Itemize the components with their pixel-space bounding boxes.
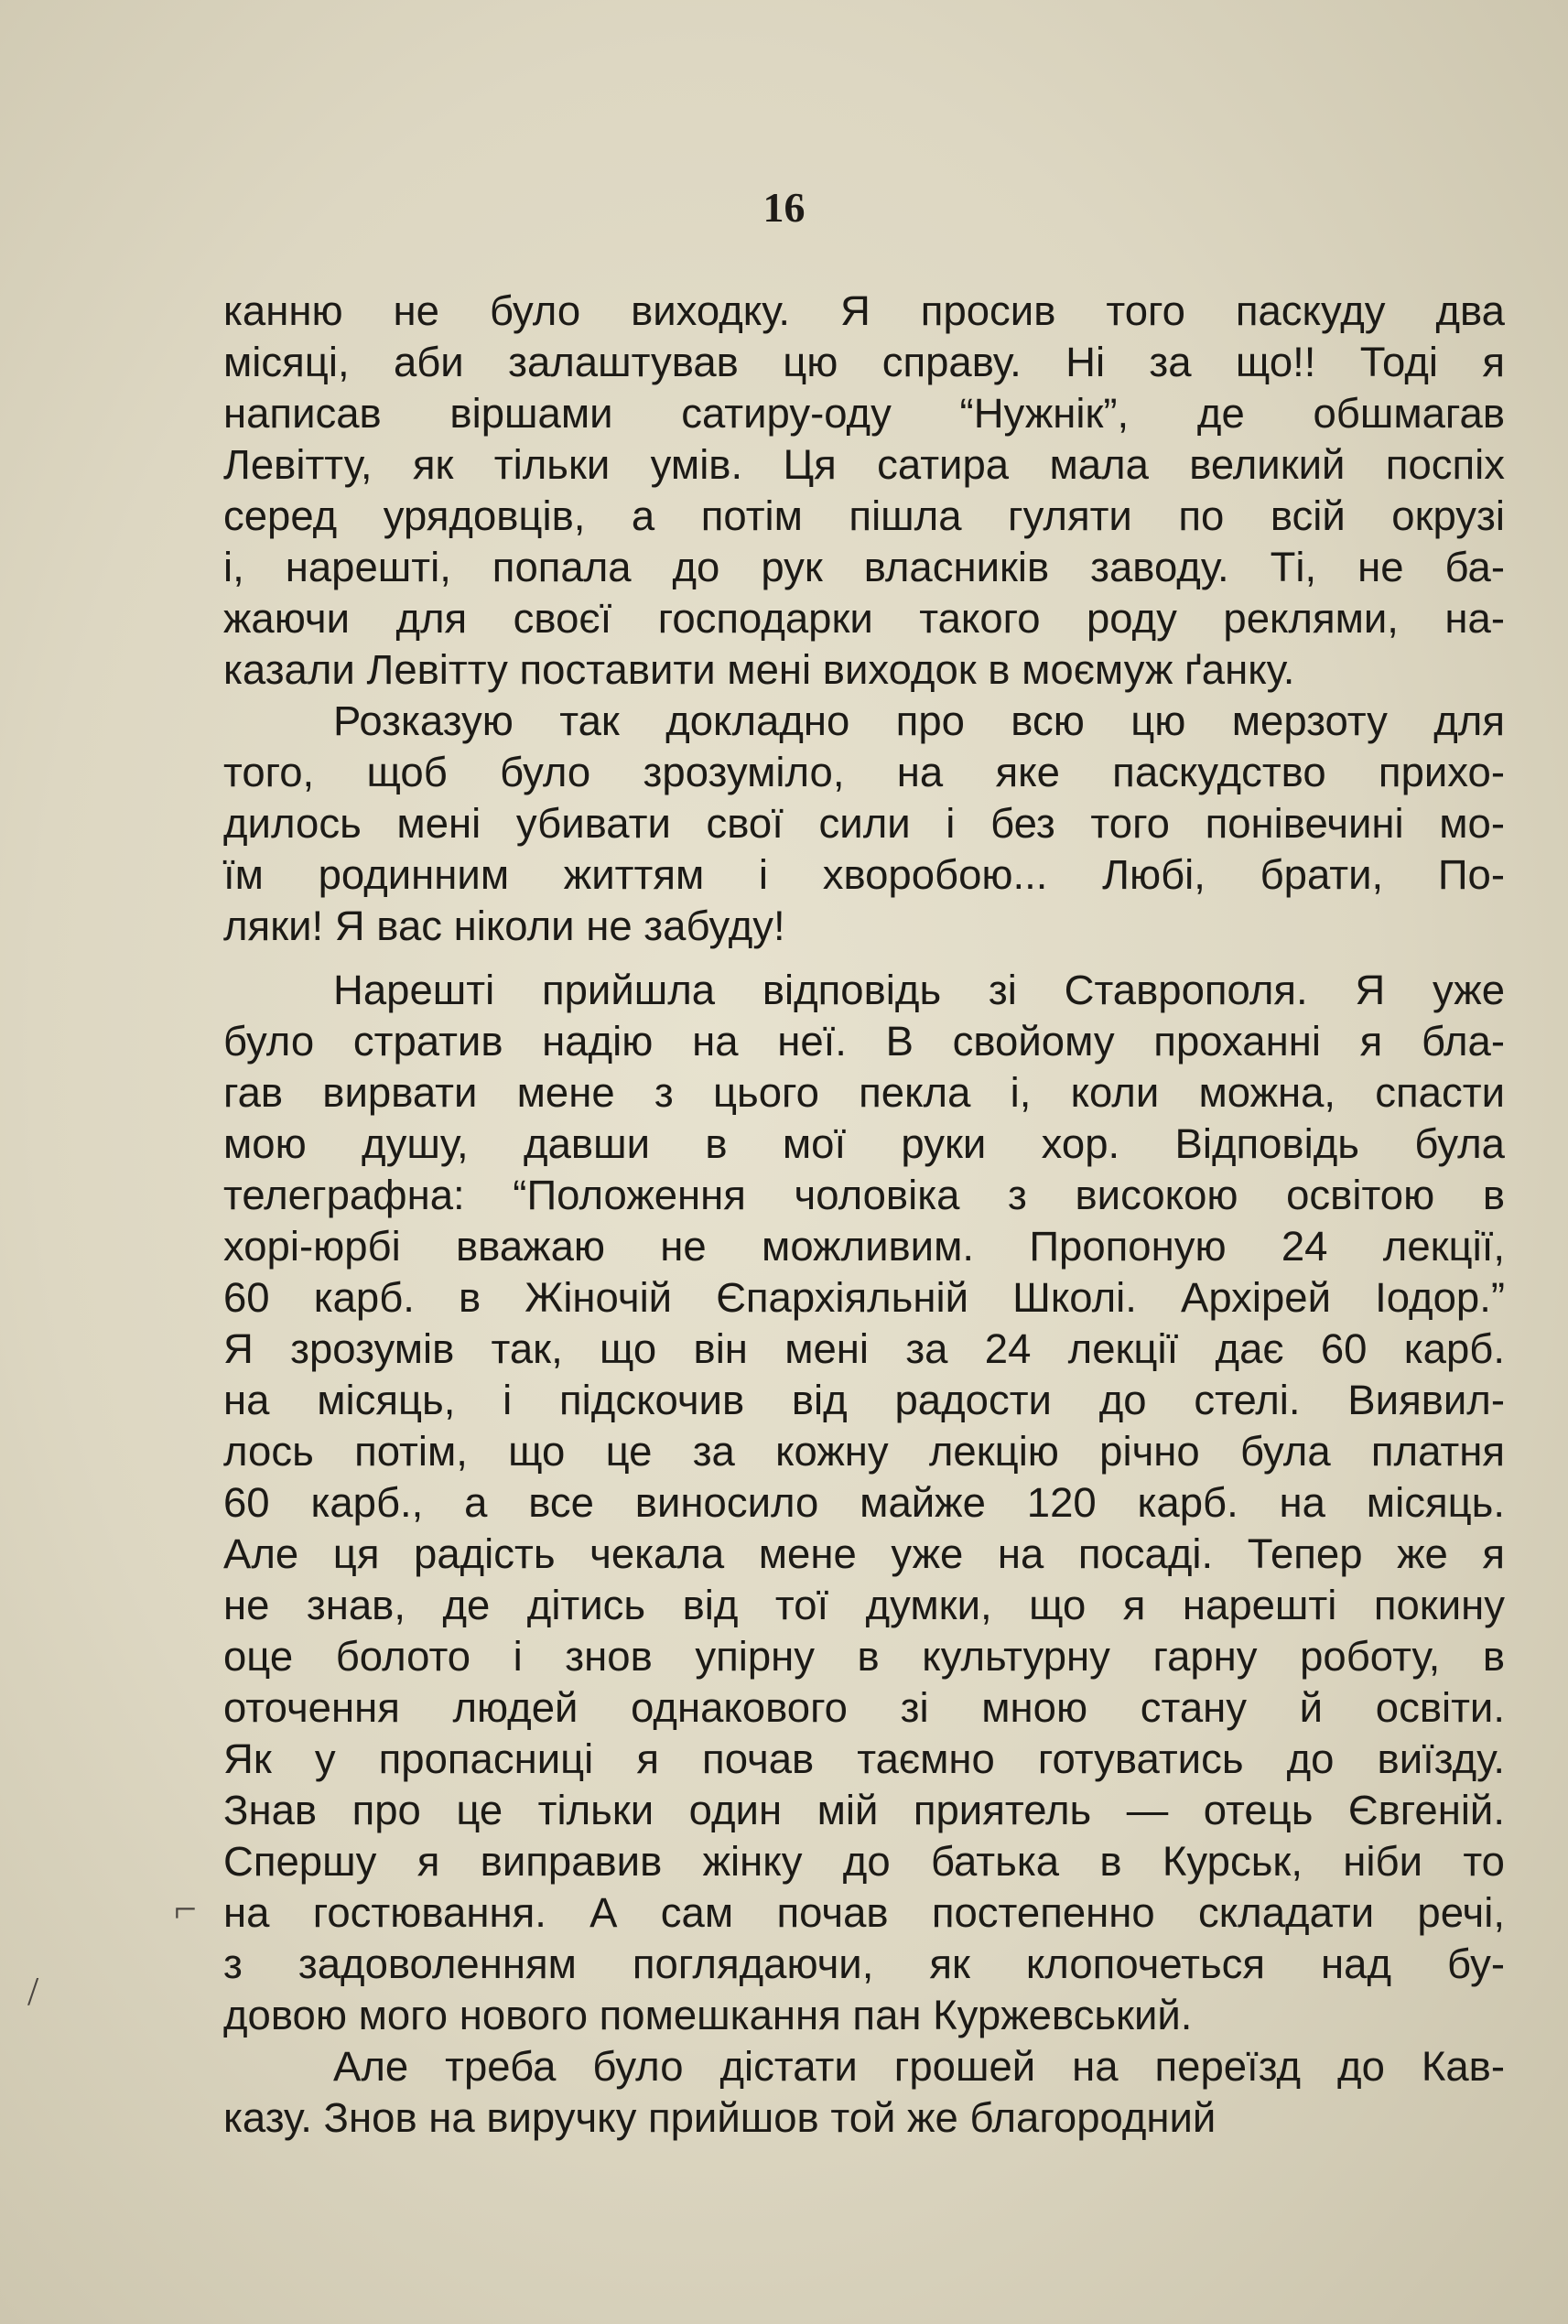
text-line: Розказую так докладно про всю цю мерзоту для: [333, 697, 1505, 744]
text-line: на місяць, і підскочив від радости до стелі. Виявил-: [223, 1377, 1505, 1423]
text-line: серед урядовців, а потім пішла гуляти по всій окрузі: [223, 492, 1505, 539]
text-line: того, щоб було зрозуміло, на яке паскудство прихо-: [223, 749, 1505, 795]
text-line: місяці, аби залаштував цю справу. Ні за що!! Тоді я: [223, 339, 1505, 385]
text-line: 60 карб., а все виносило майже 120 карб. на місяць.: [223, 1479, 1505, 1526]
text-line: і, нарешті, попала до рук власників заводу. Ті, не ба-: [223, 544, 1505, 590]
paragraph: [223, 696, 1505, 952]
text-line: Але ця радість чекала мене уже на посаді. Тепер же я: [223, 1530, 1505, 1577]
text-line: Але треба було дістати грошей на переїзд до Кав-: [333, 2043, 1505, 2090]
text-line: Як у пропасниці я почав таємно готуватись до виїзду.: [223, 1735, 1505, 1782]
text-line: Знав про це тільки один мій приятель — отець Євгеній.: [223, 1787, 1505, 1833]
text-line: казали Левітту поставити мені виходок в моємуж ґанку.: [223, 646, 1295, 693]
margin-pencil-mark: ⌐: [174, 1886, 197, 1931]
text-line: написав віршами сатиру-оду “Нужнік”, де обшмагав: [223, 390, 1505, 437]
text-line: довою мого нового помешкання пан Куржевський.: [223, 1992, 1193, 2038]
page-number: 16: [762, 184, 806, 231]
text-line: не знав, де дітись від тої думки, що я нарешті покину: [223, 1582, 1505, 1628]
text-line: мою душу, давши в мої руки хор. Відповідь була: [223, 1120, 1505, 1167]
text-line: Я зрозумів так, що він мені за 24 лекції дає 60 карб.: [223, 1325, 1505, 1372]
text-line: оце болото і знов упірну в культурну гарну роботу, в: [223, 1633, 1505, 1680]
text-line: дилось мені убивати свої сили і без того понівечині мо-: [223, 800, 1505, 847]
text-line: канню не було виходку. Я просив того паскуду два: [223, 287, 1505, 334]
text-line: Левітту, як тільки умів. Ця сатира мала великий поспіх: [223, 441, 1505, 488]
body-text: [223, 286, 1505, 2144]
text-line: з задоволенням поглядаючи, як клопочеться над бу-: [223, 1940, 1505, 1987]
text-line: на гостювання. А сам почав постепенно складати речі,: [223, 1889, 1505, 1936]
text-line: 60 карб. в Жіночій Єпархіяльній Школі. Архірей Іодор.”: [223, 1274, 1505, 1321]
text-line: Спершу я виправив жінку до батька в Курськ, ніби то: [223, 1838, 1505, 1885]
text-line: Нарешті прийшла відповідь зі Ставрополя. Я уже: [333, 967, 1505, 1013]
text-line: жаючи для своєї господарки такого роду реклями, на-: [223, 595, 1505, 642]
text-line: гав вирвати мене з цього пекла і, коли можна, спасти: [223, 1069, 1505, 1116]
text-line: лось потім, що це за кожну лекцію річно була платня: [223, 1428, 1505, 1475]
paragraph: [223, 965, 1505, 2041]
text-line: було стратив надію на неї. В свойому проханні я бла-: [223, 1018, 1505, 1065]
paragraph: [223, 286, 1505, 696]
text-line: телеграфна: “Положення чоловіка з високою освітою в: [223, 1172, 1505, 1218]
text-line: казу. Знов на виручку прийшов той же благородний: [223, 2094, 1217, 2141]
text-line: їм родинним життям і хворобою... Любі, брати, По-: [223, 851, 1505, 898]
paragraph: [223, 2041, 1505, 2144]
text-line: оточення людей однакового зі мною стану й освіти.: [223, 1684, 1505, 1731]
text-line: ляки! Я вас ніколи не забуду!: [223, 903, 785, 949]
text-line: хорі-юрбі вважаю не можливим. Пропоную 24 лекції,: [223, 1223, 1505, 1270]
paragraph-gap: [223, 952, 1505, 965]
margin-pencil-mark: /: [27, 1969, 39, 2014]
